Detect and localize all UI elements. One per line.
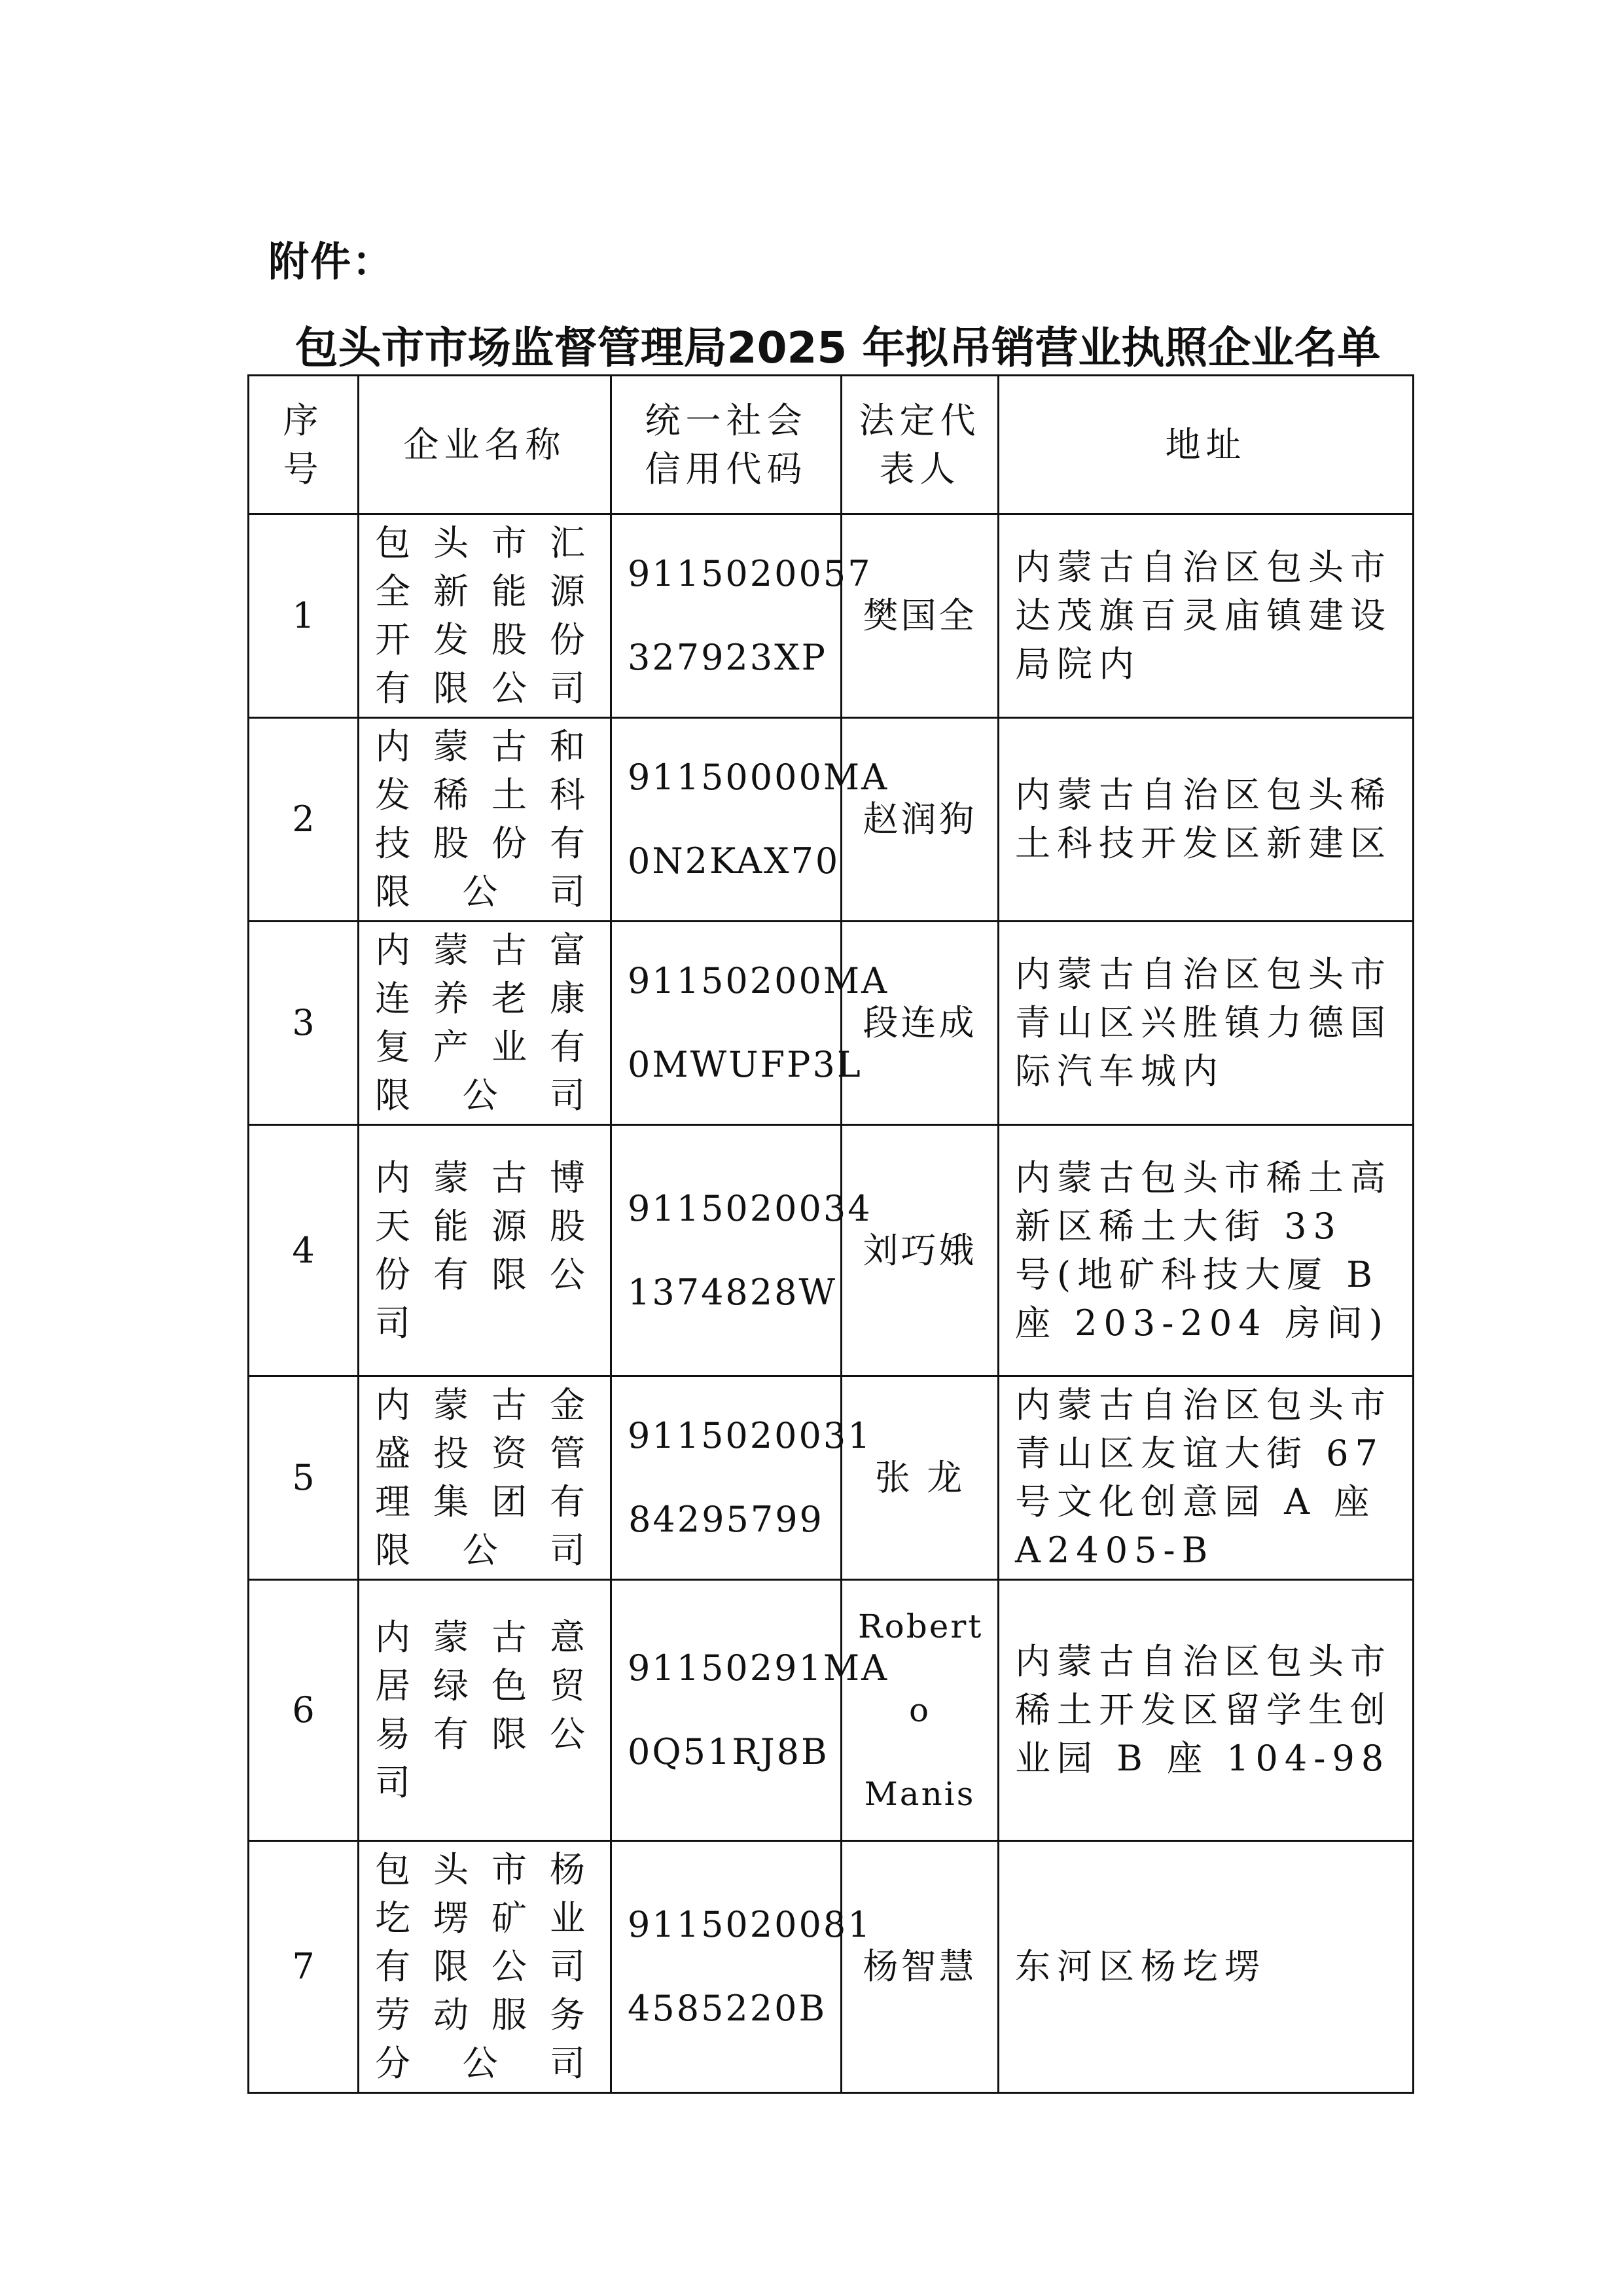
credit-code-part-2: 4585220B [628,1988,827,2029]
row-address: 内蒙古自治区包头市稀土开发区留学生创业园 B 座 104-98 [999,1580,1414,1841]
row-legal-rep: Robert o Manis [842,1580,999,1841]
document-title: 包头市市场监督管理局2025 年拟吊销营业执照企业名单 [294,323,1381,373]
table-row [249,1376,1414,1580]
table-row [249,1580,1414,1841]
row-credit-code [611,1580,889,1841]
row-credit-code [611,718,889,922]
credit-code-part-1: 91150000MA [628,757,889,798]
credit-code-part-1: 9115020034 [628,1187,872,1229]
credit-code-part-2: 1374828W [628,1271,837,1313]
table-row [249,1125,1414,1376]
row-address: 东河区杨圪塄 [999,1841,1414,2093]
header-seq: 序号 [249,376,359,514]
row-credit-code [611,1841,872,2093]
credit-code-part-1: 9115020031 [628,1415,872,1456]
row-seq: 1 [249,514,359,718]
row-credit-code [611,514,872,718]
row-seq: 6 [249,1580,359,1841]
row-legal-rep: 段连成 [842,922,999,1125]
row-legal-rep: 杨智慧 [842,1841,999,2093]
credit-code-part-2: 84295799 [628,1499,824,1540]
credit-code-part-2: 0Q51RJ8B [628,1731,829,1772]
table-row [249,514,1414,718]
table-row [249,1841,1414,2093]
row-company-name: 内蒙古博天能源股份有限公司 [359,1125,611,1376]
row-company-name: 内蒙古和发稀土科技股份有限公司 [359,718,611,922]
table-row [249,718,1414,922]
credit-code-part-2: 0N2KAX70 [628,840,840,882]
credit-code-part-1: 9115020057 [628,553,872,594]
row-seq: 3 [249,922,359,1125]
row-company-name: 内蒙古富连养老康复产业有限公司 [359,922,611,1125]
row-company-name: 内蒙古意居绿色贸易有限公司 [359,1580,611,1841]
row-credit-code [611,1376,872,1580]
attachment-label: 附件： [268,238,395,285]
credit-code-part-1: 91150291MA [628,1647,889,1689]
table-row [249,922,1414,1125]
row-company-name: 内蒙古金盛投资管理集团有限公司 [359,1376,611,1580]
row-legal-rep: 樊国全 [842,514,999,718]
header-name: 企业名称 [359,376,611,514]
header-addr: 地址 [999,376,1414,514]
credit-code-part-1: 9115020081 [628,1904,872,1945]
row-credit-code [611,1125,872,1376]
credit-code-part-1: 91150200MA [628,960,889,1001]
row-address: 内蒙古自治区包头市青山区兴胜镇力德国际汽车城内 [999,922,1414,1125]
row-seq: 5 [249,1376,359,1580]
row-address: 内蒙古自治区包头市青山区友谊大街 67 号文化创意园 A 座 A2405-B [999,1376,1414,1580]
row-legal-rep: 张 龙 [842,1376,999,1580]
credit-code-part-2: 0MWUFP3L [628,1044,863,1085]
row-seq: 4 [249,1125,359,1376]
row-company-name: 包头市汇全新能源开发股份有限公司 [359,514,611,718]
row-address: 内蒙古自治区包头稀土科技开发区新建区 [999,718,1414,922]
credit-code-part-2: 327923XP [628,637,827,678]
row-seq: 7 [249,1841,359,2093]
row-credit-code [611,922,889,1125]
row-seq: 2 [249,718,359,922]
row-address: 内蒙古包头市稀土高新区稀土大街 33 号(地矿科技大厦 B 座 203-204 房间) [999,1125,1414,1376]
header-code: 统一社会信用代码 [611,376,842,514]
row-address: 内蒙古自治区包头市达茂旗百灵庙镇建设局院内 [999,514,1414,718]
row-company-name: 包头市杨圪塄矿业有限公司劳动服务分公司 [359,1841,611,2093]
row-legal-rep: 刘巧娥 [842,1125,999,1376]
row-legal-rep: 赵润狗 [842,718,999,922]
table-header-row [249,376,1414,514]
header-rep: 法定代表人 [842,376,999,514]
enterprise-list-table [247,374,1414,2094]
